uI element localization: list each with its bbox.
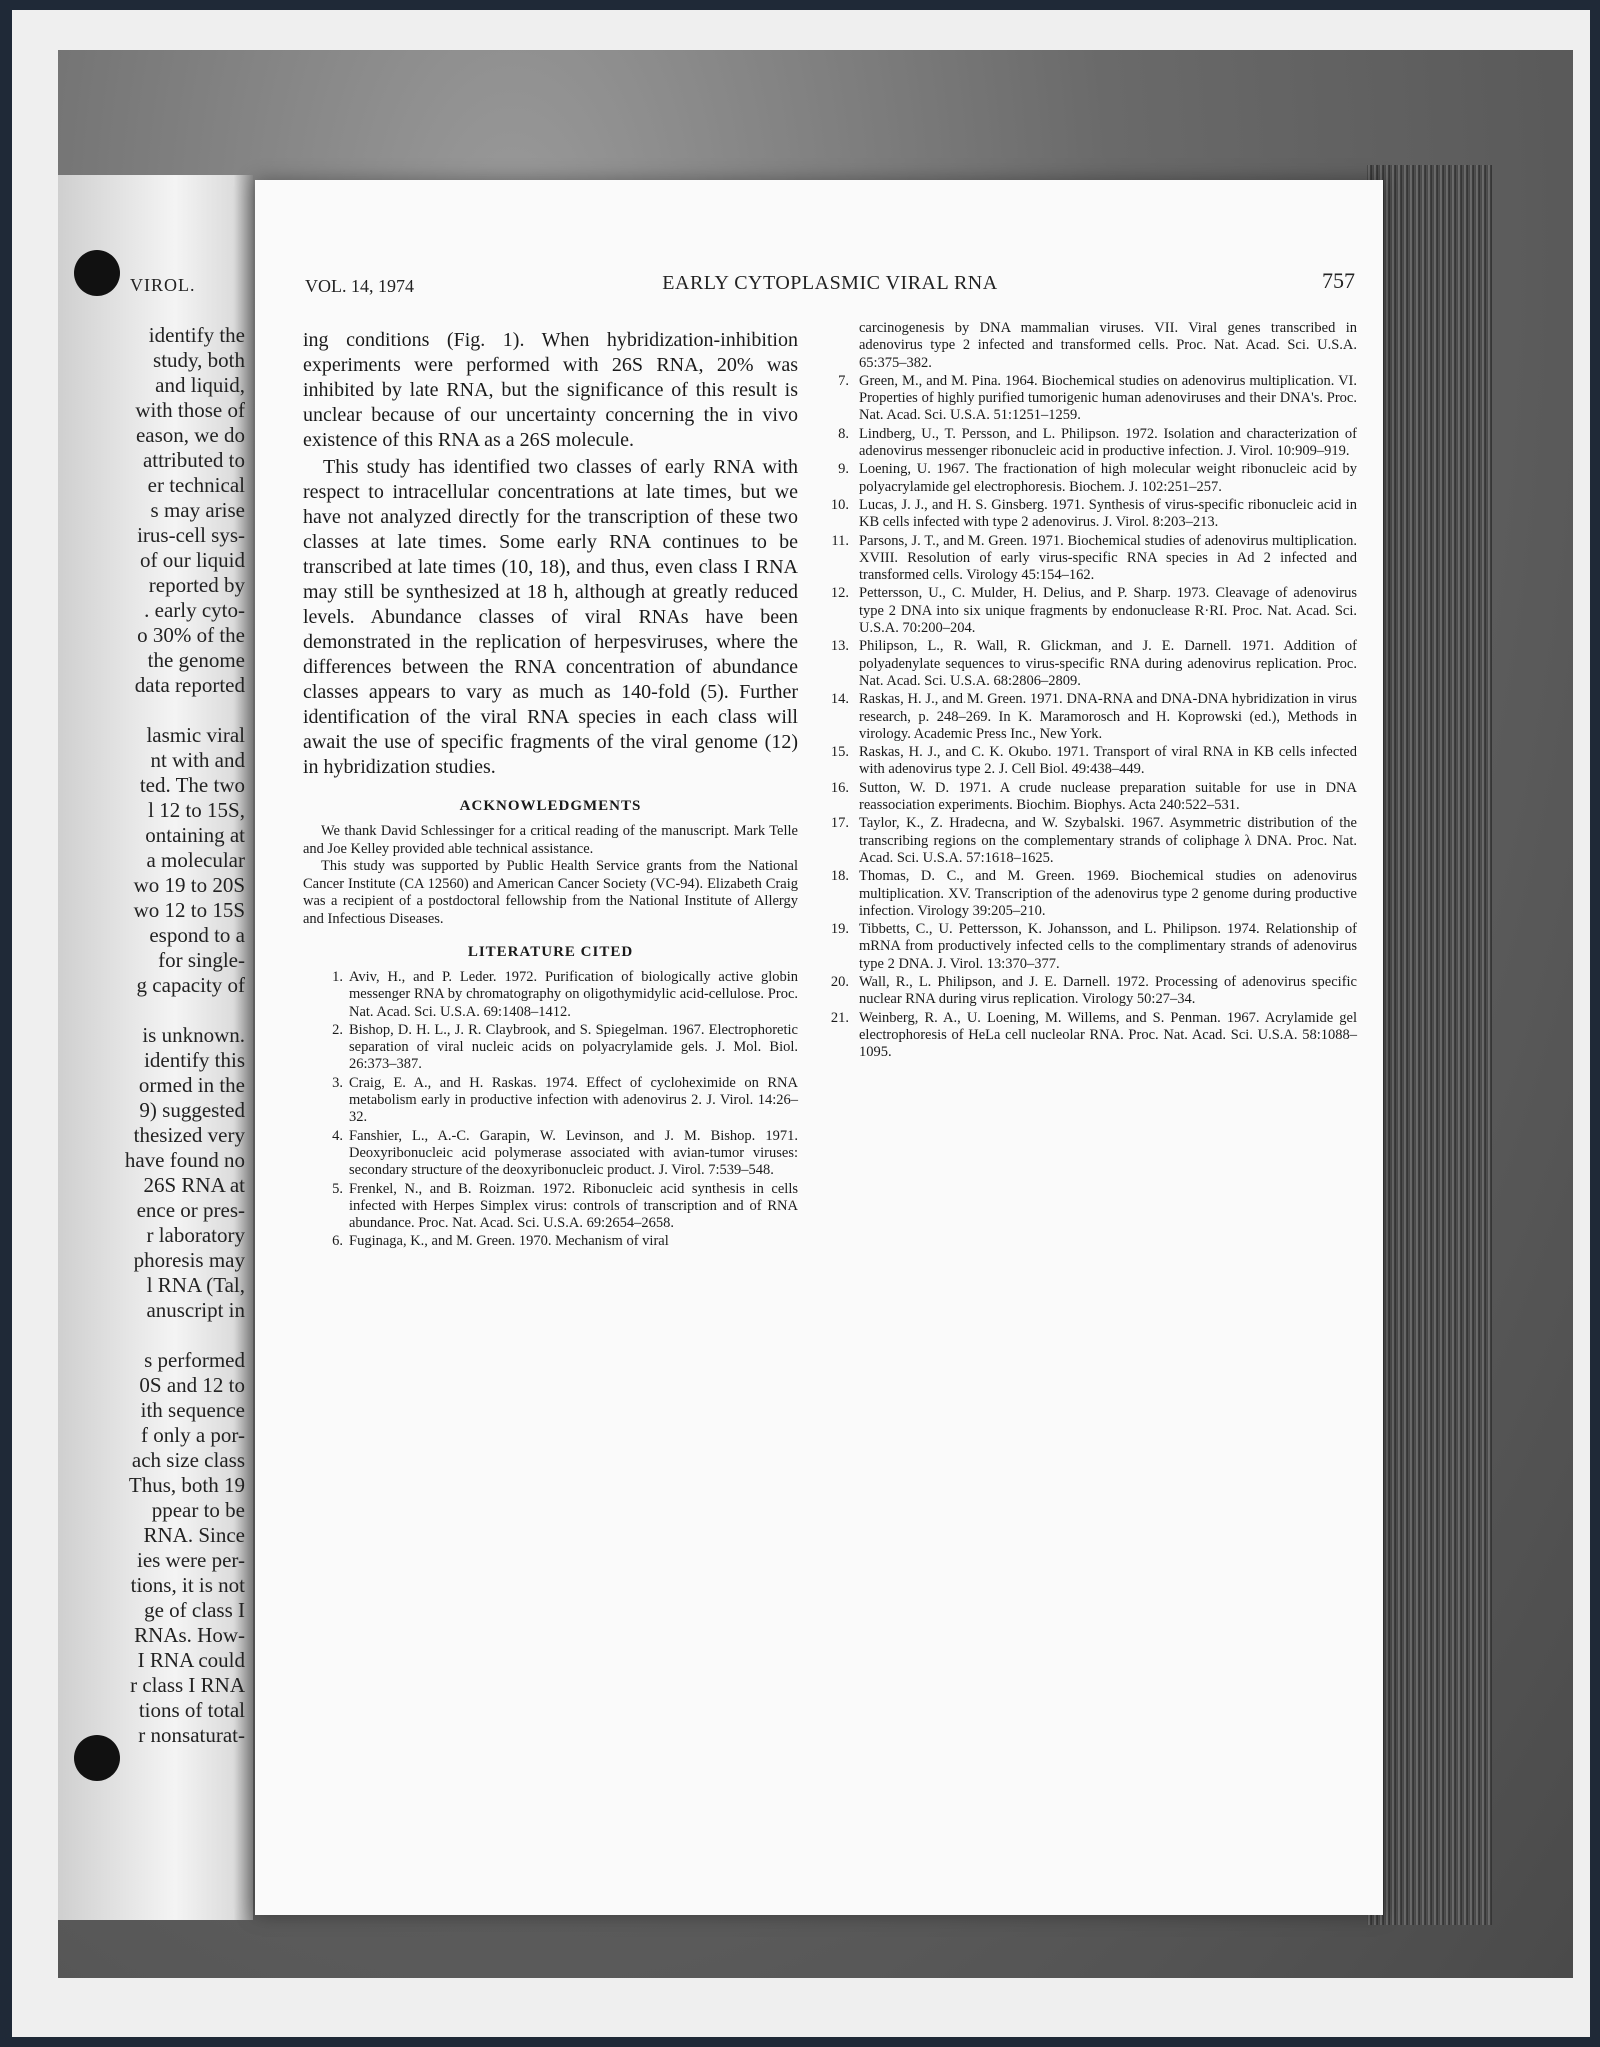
- reference-text: Tibbetts, C., U. Pettersson, K. Johansson, and L. Philipson. 1974. Relationship of mRNA from productively infected cells to the complimentary strands of adenovirus type 2 DNA. J. Virol. 13:370–377.: [859, 921, 1357, 972]
- reference-item: [303, 969, 798, 1021]
- left-fragment-line: RNA. Since: [143, 1523, 245, 1547]
- reference-text: Loening, U. 1967. The fractionation of high molecular weight ribonucleic acid by polyacrylamide gel electrophoresis. Biochem. J. 102:251–257.: [859, 461, 1357, 495]
- left-fragment-line: identify the: [148, 323, 245, 347]
- left-page-lines: [58, 323, 245, 1748]
- left-fragment-line: have found no: [124, 1148, 245, 1172]
- reference-text: Lucas, J. J., and H. S. Ginsberg. 1971. Synthesis of virus-specific ribonucleic acid in KB cells infected with type 2 adenovirus. J. Virol. 8:203–213.: [859, 496, 1357, 531]
- left-fragment-line: er technical: [147, 473, 245, 497]
- reference-item: [303, 1075, 798, 1127]
- left-fragment-line: wo 12 to 15S: [133, 898, 245, 922]
- reference-item: [817, 585, 1357, 637]
- left-fragment-line: tions, it is not: [130, 1573, 245, 1597]
- reference-number: 2.: [332, 1021, 343, 1038]
- literature-cited-heading: LITERATURE CITED: [467, 944, 634, 960]
- volume-label: VOL. 14, 1974: [305, 276, 414, 296]
- reference-item: [817, 974, 1357, 1009]
- left-fragment-line: l 12 to 15S,: [148, 798, 245, 822]
- reference-text: Thomas, D. C., and M. Green. 1969. Biochemical studies on adenovirus multiplication. XV. Transcription of the adenovirus type 2 genome during productive infection. Virology 39:205–210.: [859, 868, 1357, 919]
- left-fragment-line: r nonsaturat-: [138, 1723, 245, 1747]
- left-fragment-line: anuscript in: [146, 1298, 245, 1322]
- left-fragment-line: eason, we do: [135, 423, 245, 447]
- right-column: [817, 320, 1357, 1062]
- reference-number: 9.: [838, 461, 849, 478]
- left-fragment-line: 0S and 12 to: [139, 1373, 245, 1397]
- reference-item: [817, 638, 1357, 690]
- reference-text: Pettersson, U., C. Mulder, H. Delius, and P. Sharp. 1973. Cleavage of adenovirus type 2 DNA into six unique fragments by endonuclease R·RI. Proc. Nat. Acad. Sci. U.S.A. 70:200–204.: [859, 585, 1357, 637]
- punch-hole-bottom: [74, 1735, 120, 1781]
- left-fragment-line: 9) suggested: [139, 1098, 245, 1122]
- left-fragment-line: [58, 698, 245, 723]
- left-fragment-line: ies were per-: [136, 1548, 245, 1572]
- left-fragment-line: a molecular: [146, 848, 245, 872]
- reference-text: Green, M., and M. Pina. 1964. Biochemical studies on adenovirus multiplication. VI. Properties of highly purified tumorigenic human adenoviruses and their DNA's. Proc. Nat. Acad. Sci. U.S.A. 51:1251–1259.: [859, 372, 1357, 424]
- reference-number: 8.: [838, 425, 849, 442]
- reference-number: 5.: [332, 1180, 343, 1197]
- left-page-fragment: [58, 175, 253, 1920]
- left-fragment-line: . early cyto-: [144, 598, 245, 622]
- page-number: 757: [1322, 268, 1355, 293]
- left-running-head: VIROL.: [130, 275, 196, 295]
- punch-hole-top: [74, 250, 120, 296]
- reference-text: Sutton, W. D. 1971. A crude nuclease preparation suitable for use in DNA reassociation experiments. Biochim. Biophys. Acta 240:522–531.: [859, 779, 1357, 814]
- reference-item: [303, 1233, 798, 1250]
- reference-text: Parsons, J. T., and M. Green. 1971. Biochemical studies of adenovirus multiplication. XVIII. Resolution of early virus-specific RNA species in Ad 2 infected and transformed cells. Virology 45:154–162.: [859, 532, 1357, 584]
- left-fragment-line: lasmic viral: [146, 723, 245, 747]
- left-fragment-line: tions of total: [138, 1698, 245, 1722]
- left-fragment-line: RNAs. How-: [134, 1623, 245, 1647]
- reference-item: [817, 426, 1357, 461]
- reference-item: [817, 868, 1357, 920]
- left-fragment-line: ge of class I: [144, 1598, 245, 1622]
- journal-page: [255, 180, 1383, 1915]
- reference-item: [817, 497, 1357, 532]
- left-column: [303, 328, 798, 1252]
- reference-number: 6.: [332, 1233, 343, 1250]
- reference-text: Fuginaga, K., and M. Green. 1970. Mechanism of viral: [349, 1233, 669, 1250]
- left-fragment-line: nt with and: [150, 748, 245, 772]
- left-fragment-line: ith sequence: [140, 1398, 245, 1422]
- left-fragment-line: r laboratory: [146, 1223, 245, 1247]
- left-fragment-line: ted. The two: [139, 773, 245, 797]
- reference-item: [303, 1022, 798, 1074]
- reference-number: 19.: [830, 921, 849, 938]
- reference-text: Fanshier, L., A.-C. Garapin, W. Levinson, and J. M. Bishop. 1971. Deoxyribonucleic acid polymerase associated with avian-tumor viruses: secondary structure of the deoxyribonucleic product. J. Virol. 7:539–548.: [349, 1127, 798, 1179]
- archive-sheet: [12, 10, 1590, 2037]
- left-fragment-line: o 30% of the: [137, 623, 245, 647]
- reference-text: Aviv, H., and P. Leder. 1972. Purification of biologically active globin messenger RNA by chromatography on oligothymidylic acid-cellulose. Proc. Nat. Acad. Sci. U.S.A. 69:1408–1412.: [349, 969, 798, 1020]
- reference-list-right: [817, 373, 1357, 1062]
- body-paragraph-2: This study has identified two classes of early RNA with respect to intracellular concentrations at late times, but we have not analyzed directly for the transcription of these two classes at late times. Some early RNA continues to be transcribed at late times (10, 18), and thus, even class I RNA may still be synthesized at 18 h, although at greatly reduced levels. Abundance classes of viral RNAs have been demonstrated in the replication of herpesviruses, where the differences between the RNA concentration of abundance classes appears to vary as much as 140-fold (5). Further identification of the viral RNA species in each class will await the use of specific fragments of the viral genome (12) in hybridization studies.: [303, 456, 798, 778]
- left-fragment-line: [58, 1323, 245, 1348]
- left-fragment-line: [58, 998, 245, 1023]
- reference-item: [817, 461, 1357, 496]
- left-fragment-line: study, both: [153, 348, 245, 372]
- left-fragment-line: ence or pres-: [136, 1198, 245, 1222]
- left-fragment-line: r class I RNA: [130, 1673, 245, 1697]
- reference-number: 18.: [830, 868, 849, 885]
- body-paragraph-1: ing conditions (Fig. 1). When hybridization-inhibition experiments were performed with 26S RNA, 20% was inhibited by late RNA, but the significance of this result is unclear because of our uncertainty concerning the in vivo existence of this RNA as a 26S molecule.: [303, 329, 798, 451]
- reference-item: [817, 373, 1357, 425]
- reference-item: [817, 780, 1357, 815]
- acknowledgments-heading: ACKNOWLEDGMENTS: [459, 798, 642, 814]
- left-fragment-line: and liquid,: [155, 373, 245, 397]
- reference-number: 7.: [838, 372, 849, 389]
- reference-number: 1.: [332, 969, 343, 985]
- left-fragment-line: s performed: [144, 1348, 245, 1372]
- reference-text: Bishop, D. H. L., J. R. Claybrook, and S. Spiegelman. 1967. Electrophoretic separation of viral nucleic acids on polyacrylamide gels. J. Mol. Biol. 26:373–387.: [349, 1021, 798, 1073]
- left-fragment-line: g capacity of: [136, 973, 245, 997]
- reference-text: Philipson, L., R. Wall, R. Glickman, and J. E. Darnell. 1971. Addition of polyadenylate sequences to virus-specific RNA during adenovirus replication. Proc. Nat. Acad. Sci. U.S.A. 68:2806–2809.: [859, 638, 1357, 689]
- reference-6-continuation: carcinogenesis by DNA mammalian viruses. VII. Viral genes transcribed in adenovirus type 2 infected and transformed cells. Proc. Nat. Acad. Sci. U.S.A. 65:375–382.: [859, 320, 1357, 371]
- reference-text: Lindberg, U., T. Persson, and L. Philipson. 1972. Isolation and characterization of adenovirus messenger ribonucleic acid in productive infection. J. Virol. 10:909–919.: [859, 425, 1357, 460]
- reference-item: [817, 744, 1357, 779]
- reference-item: [817, 533, 1357, 585]
- left-fragment-line: phoresis may: [133, 1248, 245, 1272]
- reference-item: [303, 1181, 798, 1233]
- reference-number: 16.: [830, 779, 849, 796]
- reference-number: 13.: [830, 638, 849, 655]
- reference-item: [817, 921, 1357, 973]
- left-fragment-line: wo 19 to 20S: [133, 873, 245, 897]
- reference-number: 12.: [830, 585, 849, 602]
- left-fragment-line: reported by: [148, 573, 245, 597]
- left-fragment-line: Thus, both 19: [128, 1473, 245, 1497]
- left-fragment-line: espond to a: [149, 923, 245, 947]
- reference-text: Taylor, K., Z. Hradecna, and W. Szybalski. 1967. Asymmetric distribution of the transcribing regions on the complementary strands of coliphage λ DNA. Proc. Nat. Acad. Sci. U.S.A. 57:1618–1625.: [859, 815, 1357, 866]
- reference-text: Raskas, H. J., and M. Green. 1971. DNA-RNA and DNA-DNA hybridization in virus research, p. 248–269. In K. Maramorosch and H. Koprowski (ed.), Methods in virology. Academic Press Inc., New York.: [859, 691, 1357, 742]
- left-fragment-line: data reported: [134, 673, 245, 697]
- left-fragment-line: ontaining at: [145, 823, 245, 847]
- left-fragment-line: ach size class: [131, 1448, 245, 1472]
- left-fragment-line: irus-cell sys-: [137, 523, 245, 547]
- left-fragment-line: ppear to be: [151, 1498, 245, 1522]
- reference-number: 14.: [830, 691, 849, 708]
- reference-text: Weinberg, R. A., U. Loening, M. Willems, and S. Penman. 1967. Acrylamide gel electrophoresis of HeLa cell nucleolar RNA. Proc. Nat. Acad. Sci. U.S.A. 58:1088–1095.: [859, 1009, 1357, 1061]
- reference-item: [817, 1010, 1357, 1062]
- reference-text: Wall, R., L. Philipson, and J. E. Darnell. 1972. Processing of adenovirus specific nuclear RNA during virus replication. Virology 50:27–34.: [859, 973, 1357, 1008]
- left-fragment-line: for single-: [158, 948, 245, 972]
- left-fragment-line: 26S RNA at: [143, 1173, 245, 1197]
- reference-number: 3.: [332, 1074, 343, 1091]
- left-fragment-line: attributed to: [142, 448, 245, 472]
- reference-item: [303, 1128, 798, 1180]
- reference-item: [817, 691, 1357, 743]
- left-fragment-line: I RNA could: [137, 1648, 245, 1672]
- book-page-edges: [1367, 165, 1492, 1925]
- left-fragment-line: f only a por-: [141, 1423, 245, 1447]
- acknowledgments-paragraph-2: This study was supported by Public Health Service grants from the National Cancer Institute (CA 12560) and American Cancer Society (VC-94). Elizabeth Craig was a recipient of a postdoctoral fellowship from the National Institute of Allergy and Infectious Diseases.: [303, 858, 798, 927]
- acknowledgments-paragraph-1: We thank David Schlessinger for a critical reading of the manuscript. Mark Telle and Joe Kelley provided able technical assistance.: [303, 823, 798, 857]
- running-title: EARLY CYTOPLASMIC VIRAL RNA: [662, 272, 998, 294]
- reference-number: 21.: [830, 1009, 849, 1026]
- left-fragment-line: the genome: [147, 648, 245, 672]
- left-fragment-line: with those of: [135, 398, 245, 422]
- left-fragment-line: thesized very: [133, 1123, 245, 1147]
- left-fragment-line: l RNA (Tal,: [146, 1273, 245, 1297]
- reference-number: 15.: [830, 744, 849, 761]
- reference-item: [817, 815, 1357, 867]
- left-fragment-line: ormed in the: [138, 1073, 245, 1097]
- reference-list-left: [303, 969, 798, 1251]
- left-fragment-line: is unknown.: [142, 1023, 245, 1047]
- left-fragment-line: of our liquid: [140, 548, 245, 572]
- reference-text: Raskas, H. J., and C. K. Okubo. 1971. Transport of viral RNA in KB cells infected with adenovirus type 2. J. Cell Biol. 49:438–449.: [859, 744, 1357, 778]
- reference-number: 20.: [830, 973, 849, 990]
- reference-number: 11.: [831, 532, 849, 549]
- reference-number: 4.: [332, 1127, 343, 1144]
- reference-number: 10.: [830, 496, 849, 513]
- running-head: [305, 268, 1355, 302]
- left-fragment-line: identify this: [144, 1048, 245, 1072]
- reference-text: Craig, E. A., and H. Raskas. 1974. Effect of cycloheximide on RNA metabolism early in productive infection with adenovirus 2. J. Virol. 14:26–32.: [349, 1074, 798, 1126]
- reference-number: 17.: [830, 815, 849, 832]
- reference-text: Frenkel, N., and B. Roizman. 1972. Ribonucleic acid synthesis in cells infected with Herpes Simplex virus: controls of transcription and of RNA abundance. Proc. Nat. Acad. Sci. U.S.A. 69:2654–2658.: [349, 1180, 798, 1232]
- left-fragment-line: s may arise: [150, 498, 245, 522]
